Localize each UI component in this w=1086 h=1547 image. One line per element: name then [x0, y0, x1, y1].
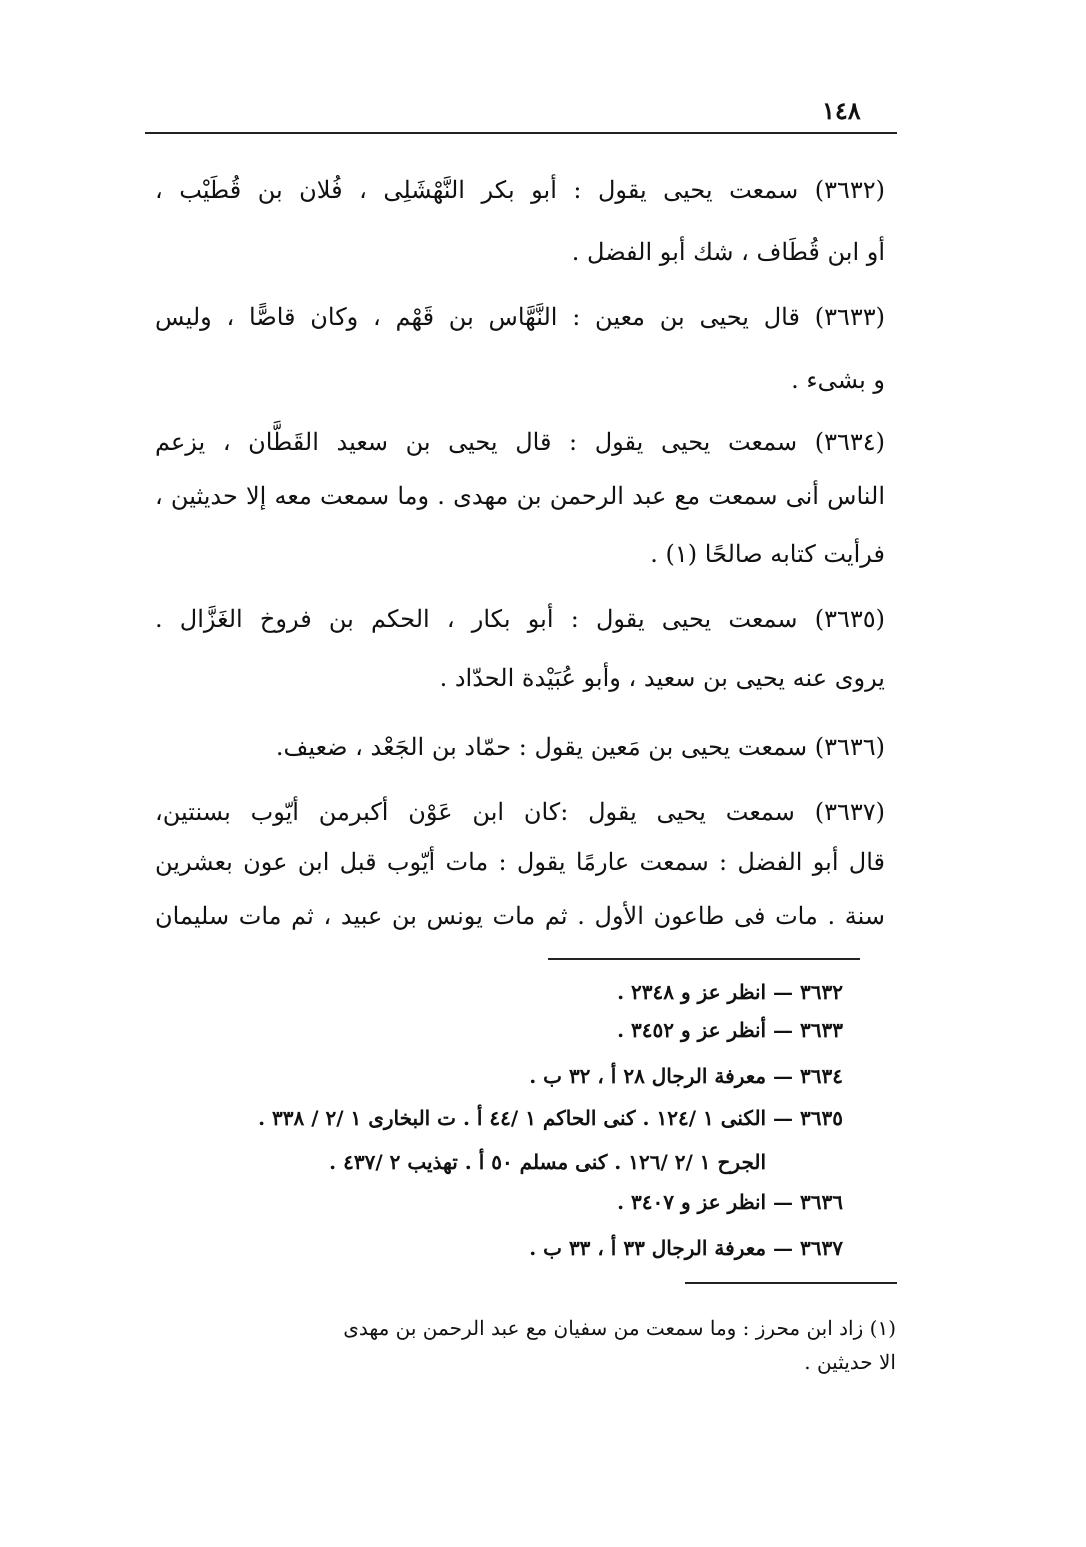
entry-line: أو ابن قُطَاف ، شك أبو الفضل .	[571, 238, 885, 266]
top-rule	[145, 132, 897, 134]
entry-line: (٣٦٣٣) قال يحيى بن معين : النَّهَّاس بن قَهْم ، وكان قاصًّا ، وليس	[155, 303, 885, 331]
note-line: ٣٦٣٧ — معرفة الرجال ٣٣ أ ، ٣٣ ب .	[529, 1236, 843, 1260]
page-number: ١٤٨	[822, 96, 861, 125]
entry-line: (٣٦٣٥) سمعت يحيى يقول : أبو بكار ، الحكم بن فروخ الغَزَّال .	[155, 605, 885, 633]
note-line: ٣٦٣٤ — معرفة الرجال ٢٨ أ ، ٣٢ ب .	[529, 1064, 843, 1088]
entry-line: (٣٦٣٢) سمعت يحيى يقول : أبو بكر النَّهْشَلِى ، فُلان بن قُطَيْب ،	[155, 176, 885, 204]
note-line: الجرح ١ /٢ /١٢٦ . كنى مسلم ٥٠ أ . تهذيب ٢ /٤٣٧ .	[329, 1150, 766, 1174]
entry-line: و بشىء .	[791, 366, 885, 394]
note-line: ٣٦٣٣ — أنظر عز و ٣٤٥٢ .	[617, 1018, 843, 1042]
note-line: ٣٦٣٥ — الكنى ١ /١٢٤ . كنى الحاكم ١ /٤٤ أ . ت البخارى ١ /٢ / ٣٣٨ .	[258, 1106, 843, 1130]
entry-line: الناس أنى سمعت مع عبد الرحمن بن مهدى . وما سمعت معه إلا حديثين ،	[155, 482, 885, 510]
entry-line: (٣٦٣٧) سمعت يحيى يقول :كان ابن عَوْن أكبرمن أيّوب بسنتين،	[155, 798, 885, 826]
entry-line: يروى عنه يحيى بن سعيد ، وأبو عُبَيْدة الحدّاد .	[439, 664, 885, 692]
footnote-line: (١) زاد ابن محرز : وما سمعت من سفيان مع عبد الرحمن بن مهدى	[343, 1316, 896, 1340]
entry-line: قال أبو الفضل : سمعت عارمًا يقول : مات أيّوب قبل ابن عون بعشرين	[155, 848, 885, 876]
notes-rule	[548, 958, 860, 960]
note-line: ٣٦٣٢ — انظر عز و ٢٣٤٨ .	[617, 980, 843, 1004]
entry-line: (٣٦٣٤) سمعت يحيى يقول : قال يحيى بن سعيد القَطَّان ، يزعم	[155, 428, 885, 456]
entry-line: (٣٦٣٦) سمعت يحيى بن مَعين يقول : حمّاد بن الجَعْد ، ضعيف.	[275, 733, 885, 761]
note-line: ٣٦٣٦ — انظر عز و ٣٤٠٧ .	[617, 1190, 843, 1214]
footnote-line: الا حديثين .	[804, 1350, 896, 1374]
footnote-rule	[685, 1282, 897, 1284]
entry-line: سنة . مات فى طاعون الأول . ثم مات يونس بن عبيد ، ثم مات سليمان	[155, 902, 885, 930]
entry-line: فرأيت كتابه صالحًا (١) .	[650, 540, 885, 568]
